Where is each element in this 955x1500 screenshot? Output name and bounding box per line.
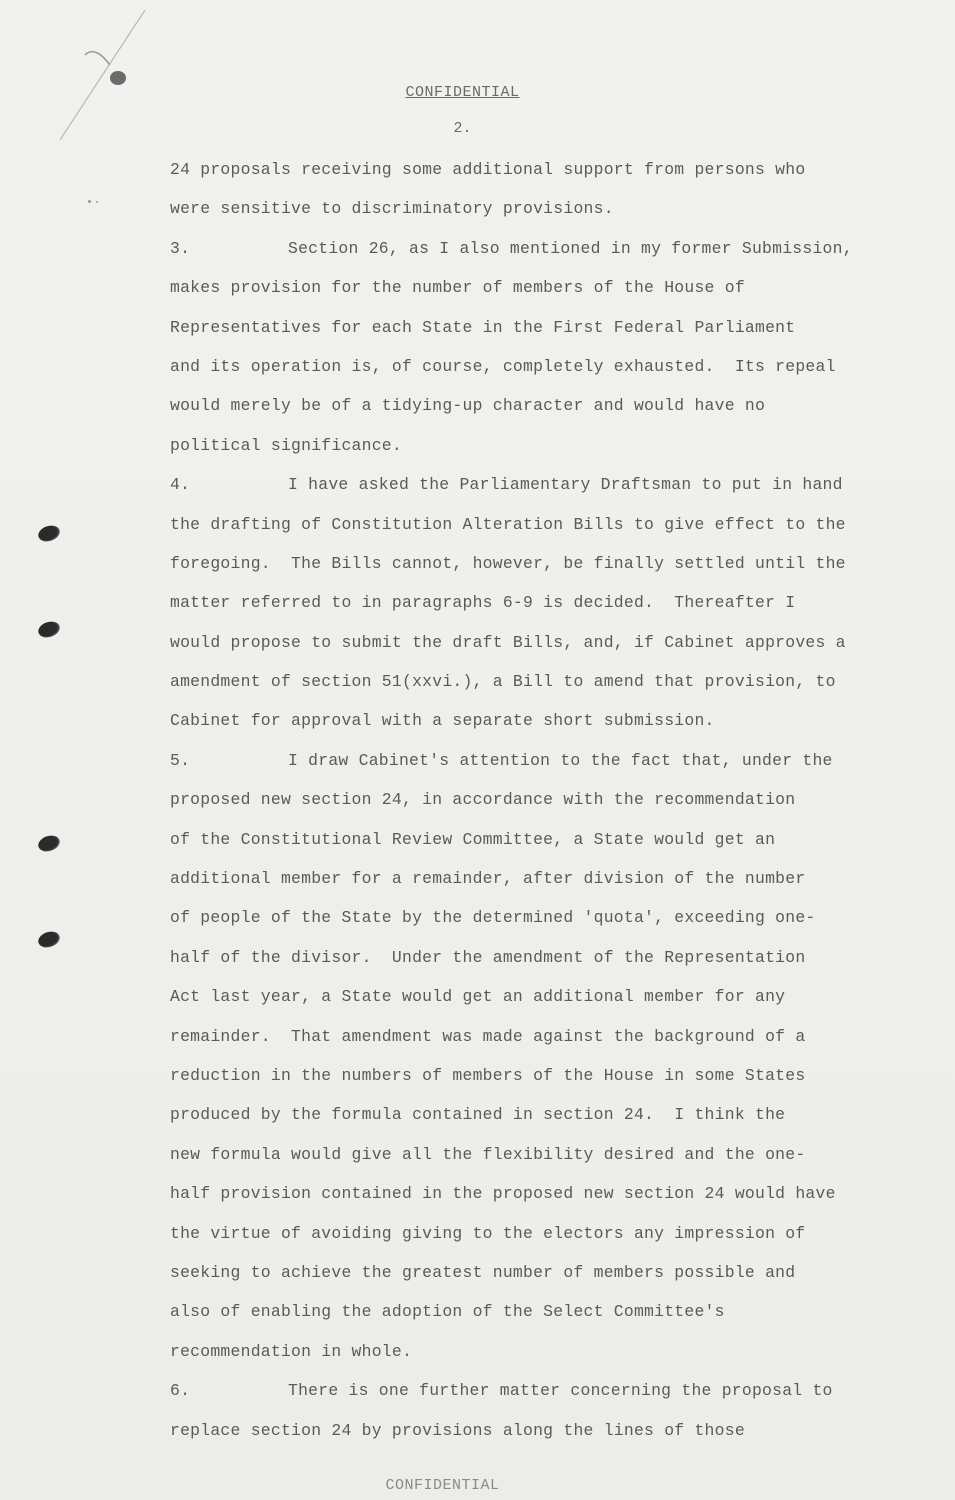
text-line bbox=[170, 268, 955, 307]
text-line bbox=[170, 898, 955, 937]
paragraph-number: 3. bbox=[170, 238, 191, 258]
page-number: 2. bbox=[453, 120, 472, 137]
line-text: additional member for a remainder, after division of the number bbox=[170, 869, 806, 889]
line-text: makes provision for the number of members of the House of bbox=[170, 278, 745, 298]
punch-hole bbox=[36, 523, 62, 544]
line-text: Cabinet for approval with a separate short submission. bbox=[170, 711, 715, 731]
text-line bbox=[170, 977, 955, 1016]
line-text: produced by the formula contained in section 24. I think the bbox=[170, 1105, 786, 1125]
text-line bbox=[170, 1292, 955, 1331]
text-line bbox=[170, 1411, 955, 1450]
text-line bbox=[170, 662, 955, 701]
line-text: I have asked the Parliamentary Draftsman to put in hand bbox=[288, 475, 843, 495]
text-line bbox=[170, 780, 955, 819]
confidential-header: CONFIDENTIAL bbox=[405, 84, 520, 101]
text-line bbox=[170, 623, 955, 662]
body-text bbox=[170, 150, 955, 1450]
line-text: foregoing. The Bills cannot, however, be finally settled until the bbox=[170, 553, 846, 573]
paragraph-number: 6. bbox=[170, 1381, 191, 1401]
line-text: and its operation is, of course, completely exhausted. Its repeal bbox=[170, 356, 836, 376]
text-line bbox=[170, 347, 955, 386]
line-text: Representatives for each State in the First Federal Parliament bbox=[170, 317, 796, 337]
text-line bbox=[170, 505, 955, 544]
line-text: half of the divisor. Under the amendment of the Representation bbox=[170, 947, 806, 967]
text-line bbox=[170, 229, 955, 268]
text-line bbox=[170, 465, 955, 504]
text-line bbox=[170, 741, 955, 780]
line-text: seeking to achieve the greatest number of members possible and bbox=[170, 1262, 796, 1282]
line-text: would merely be of a tidying-up character and would have no bbox=[170, 396, 766, 416]
line-text: political significance. bbox=[170, 435, 402, 455]
line-text: recommendation in whole. bbox=[170, 1341, 413, 1361]
speck-mark bbox=[96, 201, 98, 203]
confidential-footer: CONFIDENTIAL bbox=[385, 1477, 500, 1494]
punch-hole bbox=[36, 833, 62, 854]
text-line bbox=[170, 189, 955, 228]
paragraph-number: 5. bbox=[170, 750, 191, 770]
line-text: remainder. That amendment was made against the background of a bbox=[170, 1026, 806, 1046]
text-line bbox=[170, 1174, 955, 1213]
paragraph-number: 4. bbox=[170, 475, 191, 495]
text-line bbox=[170, 1135, 955, 1174]
text-line bbox=[170, 701, 955, 740]
text-line bbox=[170, 308, 955, 347]
line-text: half provision contained in the proposed new section 24 would have bbox=[170, 1184, 836, 1204]
text-line bbox=[170, 150, 955, 189]
line-text: reduction in the numbers of members of the House in some States bbox=[170, 1065, 806, 1085]
line-text: Section 26, as I also mentioned in my former Submission, bbox=[288, 238, 853, 258]
text-line bbox=[170, 544, 955, 583]
text-line bbox=[170, 938, 955, 977]
line-text: proposed new section 24, in accordance with the recommendation bbox=[170, 790, 796, 810]
text-line bbox=[170, 1056, 955, 1095]
text-line bbox=[170, 1095, 955, 1134]
line-text: 24 proposals receiving some additional support from persons who bbox=[170, 160, 806, 179]
speck-mark bbox=[88, 200, 91, 203]
line-text: of people of the State by the determined 'quota', exceeding one- bbox=[170, 908, 816, 928]
text-line bbox=[170, 820, 955, 859]
line-text: the drafting of Constitution Alteration Bills to give effect to the bbox=[170, 514, 846, 534]
text-line bbox=[170, 1214, 955, 1253]
text-line bbox=[170, 386, 955, 425]
line-text: new formula would give all the flexibility desired and the one- bbox=[170, 1144, 806, 1164]
line-text: were sensitive to discriminatory provisions. bbox=[170, 199, 614, 219]
line-text: I draw Cabinet's attention to the fact that, under the bbox=[288, 750, 833, 770]
text-line bbox=[170, 1371, 955, 1410]
punch-hole bbox=[36, 619, 62, 640]
text-line bbox=[170, 426, 955, 465]
text-line bbox=[170, 583, 955, 622]
text-line bbox=[170, 1253, 955, 1292]
line-text: There is one further matter concerning the proposal to bbox=[288, 1381, 833, 1401]
line-text: amendment of section 51(xxvi.), a Bill to amend that provision, to bbox=[170, 672, 836, 692]
line-text: the virtue of avoiding giving to the electors any impression of bbox=[170, 1223, 806, 1243]
text-line bbox=[170, 1017, 955, 1056]
line-text: replace section 24 by provisions along the lines of those bbox=[170, 1420, 745, 1440]
line-text: of the Constitutional Review Committee, a State would get an bbox=[170, 829, 776, 849]
punch-hole bbox=[36, 929, 62, 950]
text-line bbox=[170, 1332, 955, 1371]
line-text: also of enabling the adoption of the Select Committee's bbox=[170, 1302, 725, 1322]
line-text: would propose to submit the draft Bills, and, if Cabinet approves a bbox=[170, 632, 846, 652]
text-line bbox=[170, 859, 955, 898]
line-text: matter referred to in paragraphs 6-9 is decided. Thereafter I bbox=[170, 593, 796, 613]
line-text: Act last year, a State would get an additional member for any bbox=[170, 987, 786, 1007]
